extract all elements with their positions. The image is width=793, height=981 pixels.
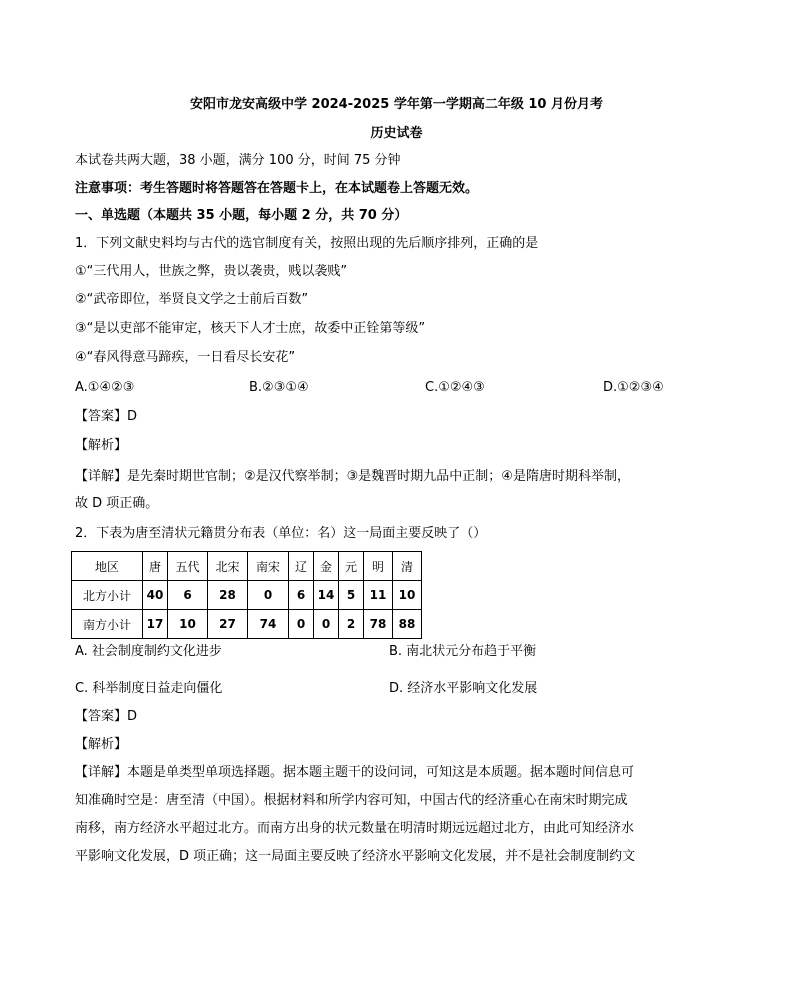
table-header-cell: 南宋	[248, 552, 289, 581]
table-cell: 0	[314, 610, 339, 639]
section-heading: 一、单选题（本题共 35 小题，每小题 2 分，共 70 分）	[75, 208, 408, 223]
exam-info: 本试卷共两大题，38 小题，满分 100 分，时间 75 分钟	[75, 153, 401, 168]
question-1-detail: 【详解】是先秦时期世官制；②是汉代察举制；③是魏晋时期九品中正制；④是隋唐时期科举制，	[75, 469, 630, 484]
question-2-answer: 【答案】D	[75, 709, 138, 724]
table-cell: 14	[314, 581, 339, 610]
table-cell: 5	[339, 581, 364, 610]
table-cell: 27	[208, 610, 248, 639]
table-header-cell: 清	[393, 552, 422, 581]
question-1-option-d: D.①②③④	[603, 380, 664, 395]
table-row	[72, 610, 422, 639]
table-cell: 10	[393, 581, 422, 610]
question-1-analysis-label: 【解析】	[75, 438, 128, 453]
question-1-option-a: A.①④②③	[75, 380, 135, 395]
table-cell: 78	[364, 610, 393, 639]
table-cell: 11	[364, 581, 393, 610]
table-cell: 10	[168, 610, 208, 639]
question-1-stem: 1．下列文献史料均与古代的选官制度有关，按照出现的先后顺序排列，正确的是	[75, 236, 539, 251]
question-2-detail: 南移，南方经济水平超过北方。而南方出身的状元数量在明清时期远远超过北方，由此可知经济水	[75, 821, 635, 836]
table-cell: 北方小计	[72, 581, 143, 610]
question-2-analysis-label: 【解析】	[75, 737, 128, 752]
question-1-answer: 【答案】D	[75, 409, 138, 424]
question-1-item: ②“武帝即位，举贤良文学之士前后百数”	[75, 292, 309, 307]
question-1-item: ③“是以吏部不能审定，核天下人才士庶，故委中正铨第等级”	[75, 321, 426, 336]
question-2-detail: 平影响文化发展，D 项正确；这一局面主要反映了经济水平影响文化发展，并不是社会制度制约文	[75, 849, 636, 864]
table-cell: 0	[248, 581, 289, 610]
table-header-cell: 元	[339, 552, 364, 581]
table-cell: 6	[168, 581, 208, 610]
table	[71, 551, 422, 639]
table-cell: 88	[393, 610, 422, 639]
table-cell: 南方小计	[72, 610, 143, 639]
table-cell: 2	[339, 610, 364, 639]
table-cell: 6	[289, 581, 314, 610]
table-cell: 40	[143, 581, 168, 610]
question-1-option-c: C.①②④③	[425, 380, 485, 395]
table-header-cell: 北宋	[208, 552, 248, 581]
table-header-cell: 地区	[72, 552, 143, 581]
table-header-cell: 辽	[289, 552, 314, 581]
exam-notice: 注意事项：考生答题时将答题答在答题卡上，在本试题卷上答题无效。	[75, 181, 479, 196]
table-header-cell: 金	[314, 552, 339, 581]
table-cell: 28	[208, 581, 248, 610]
question-1-option-b: B.②③①④	[249, 380, 309, 395]
table-cell: 17	[143, 610, 168, 639]
table-header-row	[72, 552, 422, 581]
table-cell: 0	[289, 610, 314, 639]
exam-title: 安阳市龙安高级中学 2024-2025 学年第一学期高二年级 10 月份月考	[190, 97, 603, 112]
question-2-option-d: D. 经济水平影响文化发展	[389, 681, 538, 696]
table-cell: 74	[248, 610, 289, 639]
table-header-cell: 五代	[168, 552, 208, 581]
table-row	[72, 581, 422, 610]
question-2-detail: 【详解】本题是单类型单项选择题。据本题主题干的设问词，可知这是本质题。据本题时间信息可	[75, 765, 635, 780]
question-2-option-c: C. 科举制度日益走向僵化	[75, 681, 223, 696]
question-1-item: ④“春风得意马蹄疾，一日看尽长安花”	[75, 350, 296, 365]
question-2-detail: 知准确时空是：唐至清（中国）。根据材料和所学内容可知，中国古代的经济重心在南宋时期完成	[75, 793, 628, 808]
question-1-detail: 故 D 项正确。	[75, 496, 159, 511]
question-2-option-b: B. 南北状元分布趋于平衡	[389, 644, 537, 659]
table-header-cell: 明	[364, 552, 393, 581]
table-header-cell: 唐	[143, 552, 168, 581]
question-2-stem: 2．下表为唐至清状元籍贯分布表（单位：名）这一局面主要反映了（）	[75, 526, 487, 541]
question-1-item: ①“三代用人，世族之弊，贵以袭贵，贱以袭贱”	[75, 264, 348, 279]
question-2-option-a: A. 社会制度制约文化进步	[75, 644, 222, 659]
exam-subtitle: 历史试卷	[370, 126, 423, 141]
